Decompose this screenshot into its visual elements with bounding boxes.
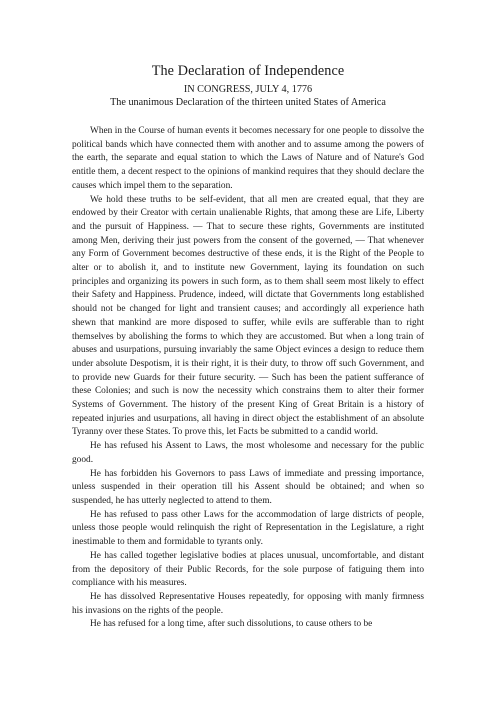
document-title: The Declaration of Independence — [151, 63, 345, 79]
document-body — [72, 125, 424, 632]
paragraph: We hold these truths to be self-evident, that all men are created equal, that they are endowed by their Creator with certain unalienable Rights, that among these are Life, Liberty and the pursuit of Happiness. — That to secure these rights, Governments are instituted among Men, deriving their just powers from the consent of the governed, — That whenever any Form of Government becomes destructive of these ends, it is the Right of the People to alter or to abolish it, and to institute new Government, laying its foundation on such principles and organizing its powers in such form, as to them shall seem most likely to effect their Safety and Happiness. Prudence, indeed, will dictate that Governments long established should not be changed for light and transient causes; and accordingly all experience hath shewn that mankind are more disposed to suffer, while evils are sufferable than to right themselves by abolishing the forms to which they are accustomed. But when a long train of abuses and usurpations, pursuing invariably the same Object evinces a design to reduce them under absolute Despotism, it is their right, it is their duty, to throw off such Government, and to provide new Guards for their future security. — Such has been the patient sufferance of these Colonies; and such is now the necessity which constrains them to alter their former Systems of Government. The history of the present King of Great Britain is a history of repeated injuries and usurpations, all having in direct object the establishment of an absolute Tyranny over these States. To prove this, let Facts be submitted to a candid world. — [72, 194, 424, 438]
paragraph: He has forbidden his Governors to pass Laws of immediate and pressing importance, unless suspended in their operation till his Assent should be obtained; and when so suspended, he has utterly neglected to attend to them. — [72, 468, 424, 506]
paragraph: He has dissolved Representative Houses repeatedly, for opposing with manly firmness his invasions on the rights of the people. — [72, 591, 424, 616]
paragraph: He has refused to pass other Laws for the accommodation of large districts of people, unless those people would relinquish the right of Representation in the Legislature, a right inestimable to them and formidable to tyrants only. — [72, 509, 424, 548]
dateline: IN CONGRESS, JULY 4, 1776 — [183, 84, 313, 95]
paragraph: When in the Course of human events it becomes necessary for one people to dissolve the political bands which have connected them with another and to assume among the powers of the earth, the separate and equal station to which the Laws of Nature and of Nature's God entitle them, a decent respect to the opinions of mankind requires that they should declare the causes which impel them to the separation. — [72, 126, 424, 191]
subheading: The unanimous Declaration of the thirteen united States of America — [110, 97, 386, 108]
paragraph: He has called together legislative bodies at places unusual, uncomfortable, and distant from the depository of their Public Records, for the sole purpose of fatiguing them into compliance with his measures. — [72, 550, 424, 589]
paragraph: He has refused for a long time, after such dissolutions, to cause others to be — [90, 619, 373, 630]
paragraph: He has refused his Assent to Laws, the most wholesome and necessary for the public good. — [72, 441, 424, 465]
